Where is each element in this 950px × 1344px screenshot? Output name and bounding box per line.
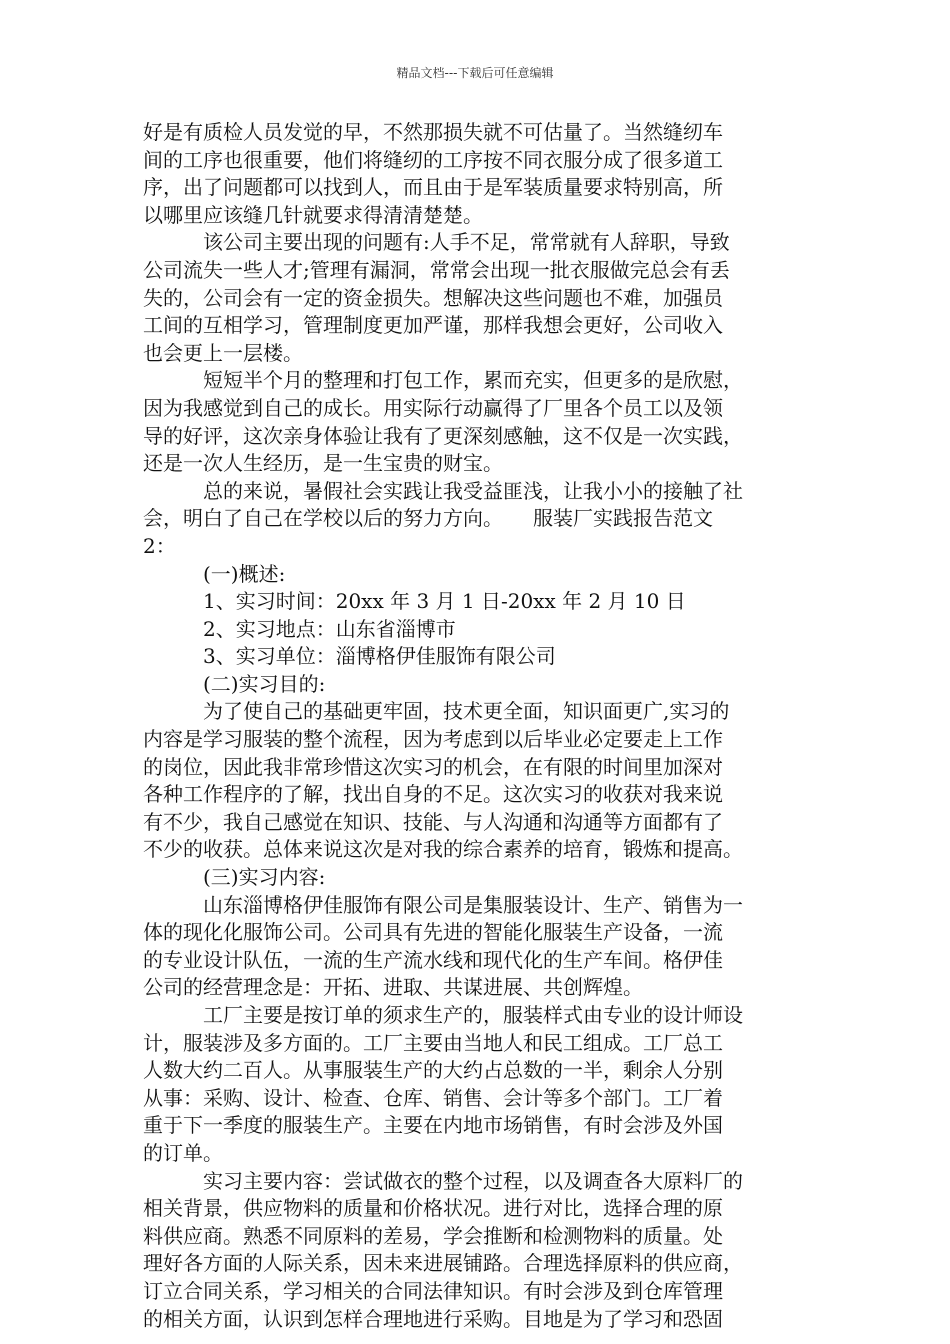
text-line: 不少的收获。总体来说这次是对我的综合素养的培育，锻炼和提高。 bbox=[143, 837, 743, 862]
text-line: 人数大约二百人。从事服装生产的大约占总数的一半，剩余人分别 bbox=[143, 1058, 723, 1083]
text-line: 实习主要内容：尝试做衣的整个过程，以及调查各大原料厂的 bbox=[203, 1168, 743, 1193]
text-line: 内容是学习服装的整个流程，因为考虑到以后毕业必定要走上工作 bbox=[143, 727, 723, 752]
text-line: 料供应商。熟悉不同原料的差易，学会推断和检测物料的质量。处 bbox=[143, 1223, 723, 1248]
list-item: 2、实习地点：山东省淄博市 bbox=[203, 616, 456, 641]
text-line: 短短半个月的整理和打包工作，累而充实，但更多的是欣慰， bbox=[203, 368, 743, 393]
text-line: 相关背景，供应物料的质量和价格状况。进行对比，选择合理的原 bbox=[143, 1196, 723, 1221]
text-line: 以哪里应该缝几针就要求得清清楚楚。 bbox=[143, 202, 483, 227]
text-line: 的订单。 bbox=[143, 1140, 223, 1165]
text-line: 工厂主要是按订单的须求生产的，服装样式由专业的设计师设 bbox=[203, 1003, 743, 1027]
text-line: 因为我感觉到自己的成长。用实际行动赢得了厂里各个员工以及领 bbox=[143, 395, 723, 420]
section-heading: (一)概述: bbox=[203, 561, 286, 586]
section-heading: (三)实习内容: bbox=[203, 865, 326, 890]
section-heading: (二)实习目的: bbox=[203, 671, 326, 696]
text-line: 山东淄博格伊佳服饰有限公司是集服装设计、生产、销售为一 bbox=[203, 892, 743, 917]
text-line: 重于下一季度的服装生产。主要在内地市场销售，有时会涉及外国 bbox=[143, 1113, 723, 1138]
text-line: 序，出了问题都可以找到人，而且由于是军装质量要求特别高，所 bbox=[143, 175, 723, 200]
text-line: 各种工作程序的了解，找出自身的不足。这次实习的收获对我来说 bbox=[143, 782, 723, 807]
text-line: 订立合同关系，学习相关的合同法律知识。有时会涉及到仓库管理 bbox=[143, 1278, 723, 1303]
text-line: 也会更上一层楼。 bbox=[143, 340, 303, 365]
text-line: 体的现化化服饰公司。公司具有先进的智能化服装生产设备，一流 bbox=[143, 920, 723, 945]
text-line: 失的，公司会有一定的资金损失。想解决这些问题也不难，加强员 bbox=[143, 285, 723, 310]
text-line: 公司流失一些人才;管理有漏洞，常常会出现一批衣服做完总会有丢 bbox=[143, 257, 730, 282]
text-line: 理好各方面的人际关系，因未来进展铺路。合理选择原料的供应商， bbox=[143, 1251, 743, 1276]
text-line: 好是有质检人员发觉的早，不然那损失就不可估量了。当然缝纫车 bbox=[143, 120, 723, 144]
text-line: 计，服装涉及多方面的。工厂主要由当地人和民工组成。工厂总工 bbox=[143, 1030, 723, 1055]
list-item: 3、实习单位：淄博格伊佳服饰有限公司 bbox=[203, 644, 556, 669]
text-line: 工间的互相学习，管理制度更加严谨，那样我想会更好，公司收入 bbox=[143, 313, 723, 338]
text-line: 总的来说，暑假社会实践让我受益匪浅，让我小小的接触了社 bbox=[203, 478, 743, 503]
body-text bbox=[143, 119, 815, 1333]
text-line: 为了使自己的基础更牢固，技术更全面，知识面更广,实习的 bbox=[203, 699, 730, 724]
text-line: 2： bbox=[143, 533, 176, 558]
text-line: 间的工序也很重要，他们将缝纫的工序按不同衣服分成了很多道工 bbox=[143, 147, 723, 172]
list-item: 1、实习时间：20xx 年 3 月 1 日-20xx 年 2 月 10 日 bbox=[203, 589, 686, 614]
text-line: 会，明白了自己在学校以后的努力方向。 服装厂实践报告范文 bbox=[143, 506, 713, 531]
text-line: 导的好评，这次亲身体验让我有了更深刻感触，这不仅是一次实践， bbox=[143, 423, 743, 448]
text-line: 从事：采购、设计、检查、仓库、销售、会计等多个部门。工厂着 bbox=[143, 1085, 723, 1110]
text-line: 有不少，我自己感觉在知识、技能、与人沟通和沟通等方面都有了 bbox=[143, 809, 723, 834]
text-line: 还是一次人生经历，是一生宝贵的财宝。 bbox=[143, 451, 503, 476]
text-line: 该公司主要出现的问题有:人手不足，常常就有人辞职，导致 bbox=[203, 230, 730, 255]
page-header: 精品文档---下载后可任意编辑 bbox=[396, 66, 554, 80]
text-line: 的相关方面，认识到怎样合理地进行采购。目地是为了学习和恐固 bbox=[143, 1306, 723, 1331]
text-line: 的专业设计队伍，一流的生产流水线和现代化的生产车间。格伊佳 bbox=[143, 947, 723, 972]
text-line: 公司的经营理念是：开拓、进取、共谋进展、共创辉煌。 bbox=[143, 975, 643, 1000]
text-line: 的岗位，因此我非常珍惜这次实习的机会，在有限的时间里加深对 bbox=[143, 754, 723, 779]
